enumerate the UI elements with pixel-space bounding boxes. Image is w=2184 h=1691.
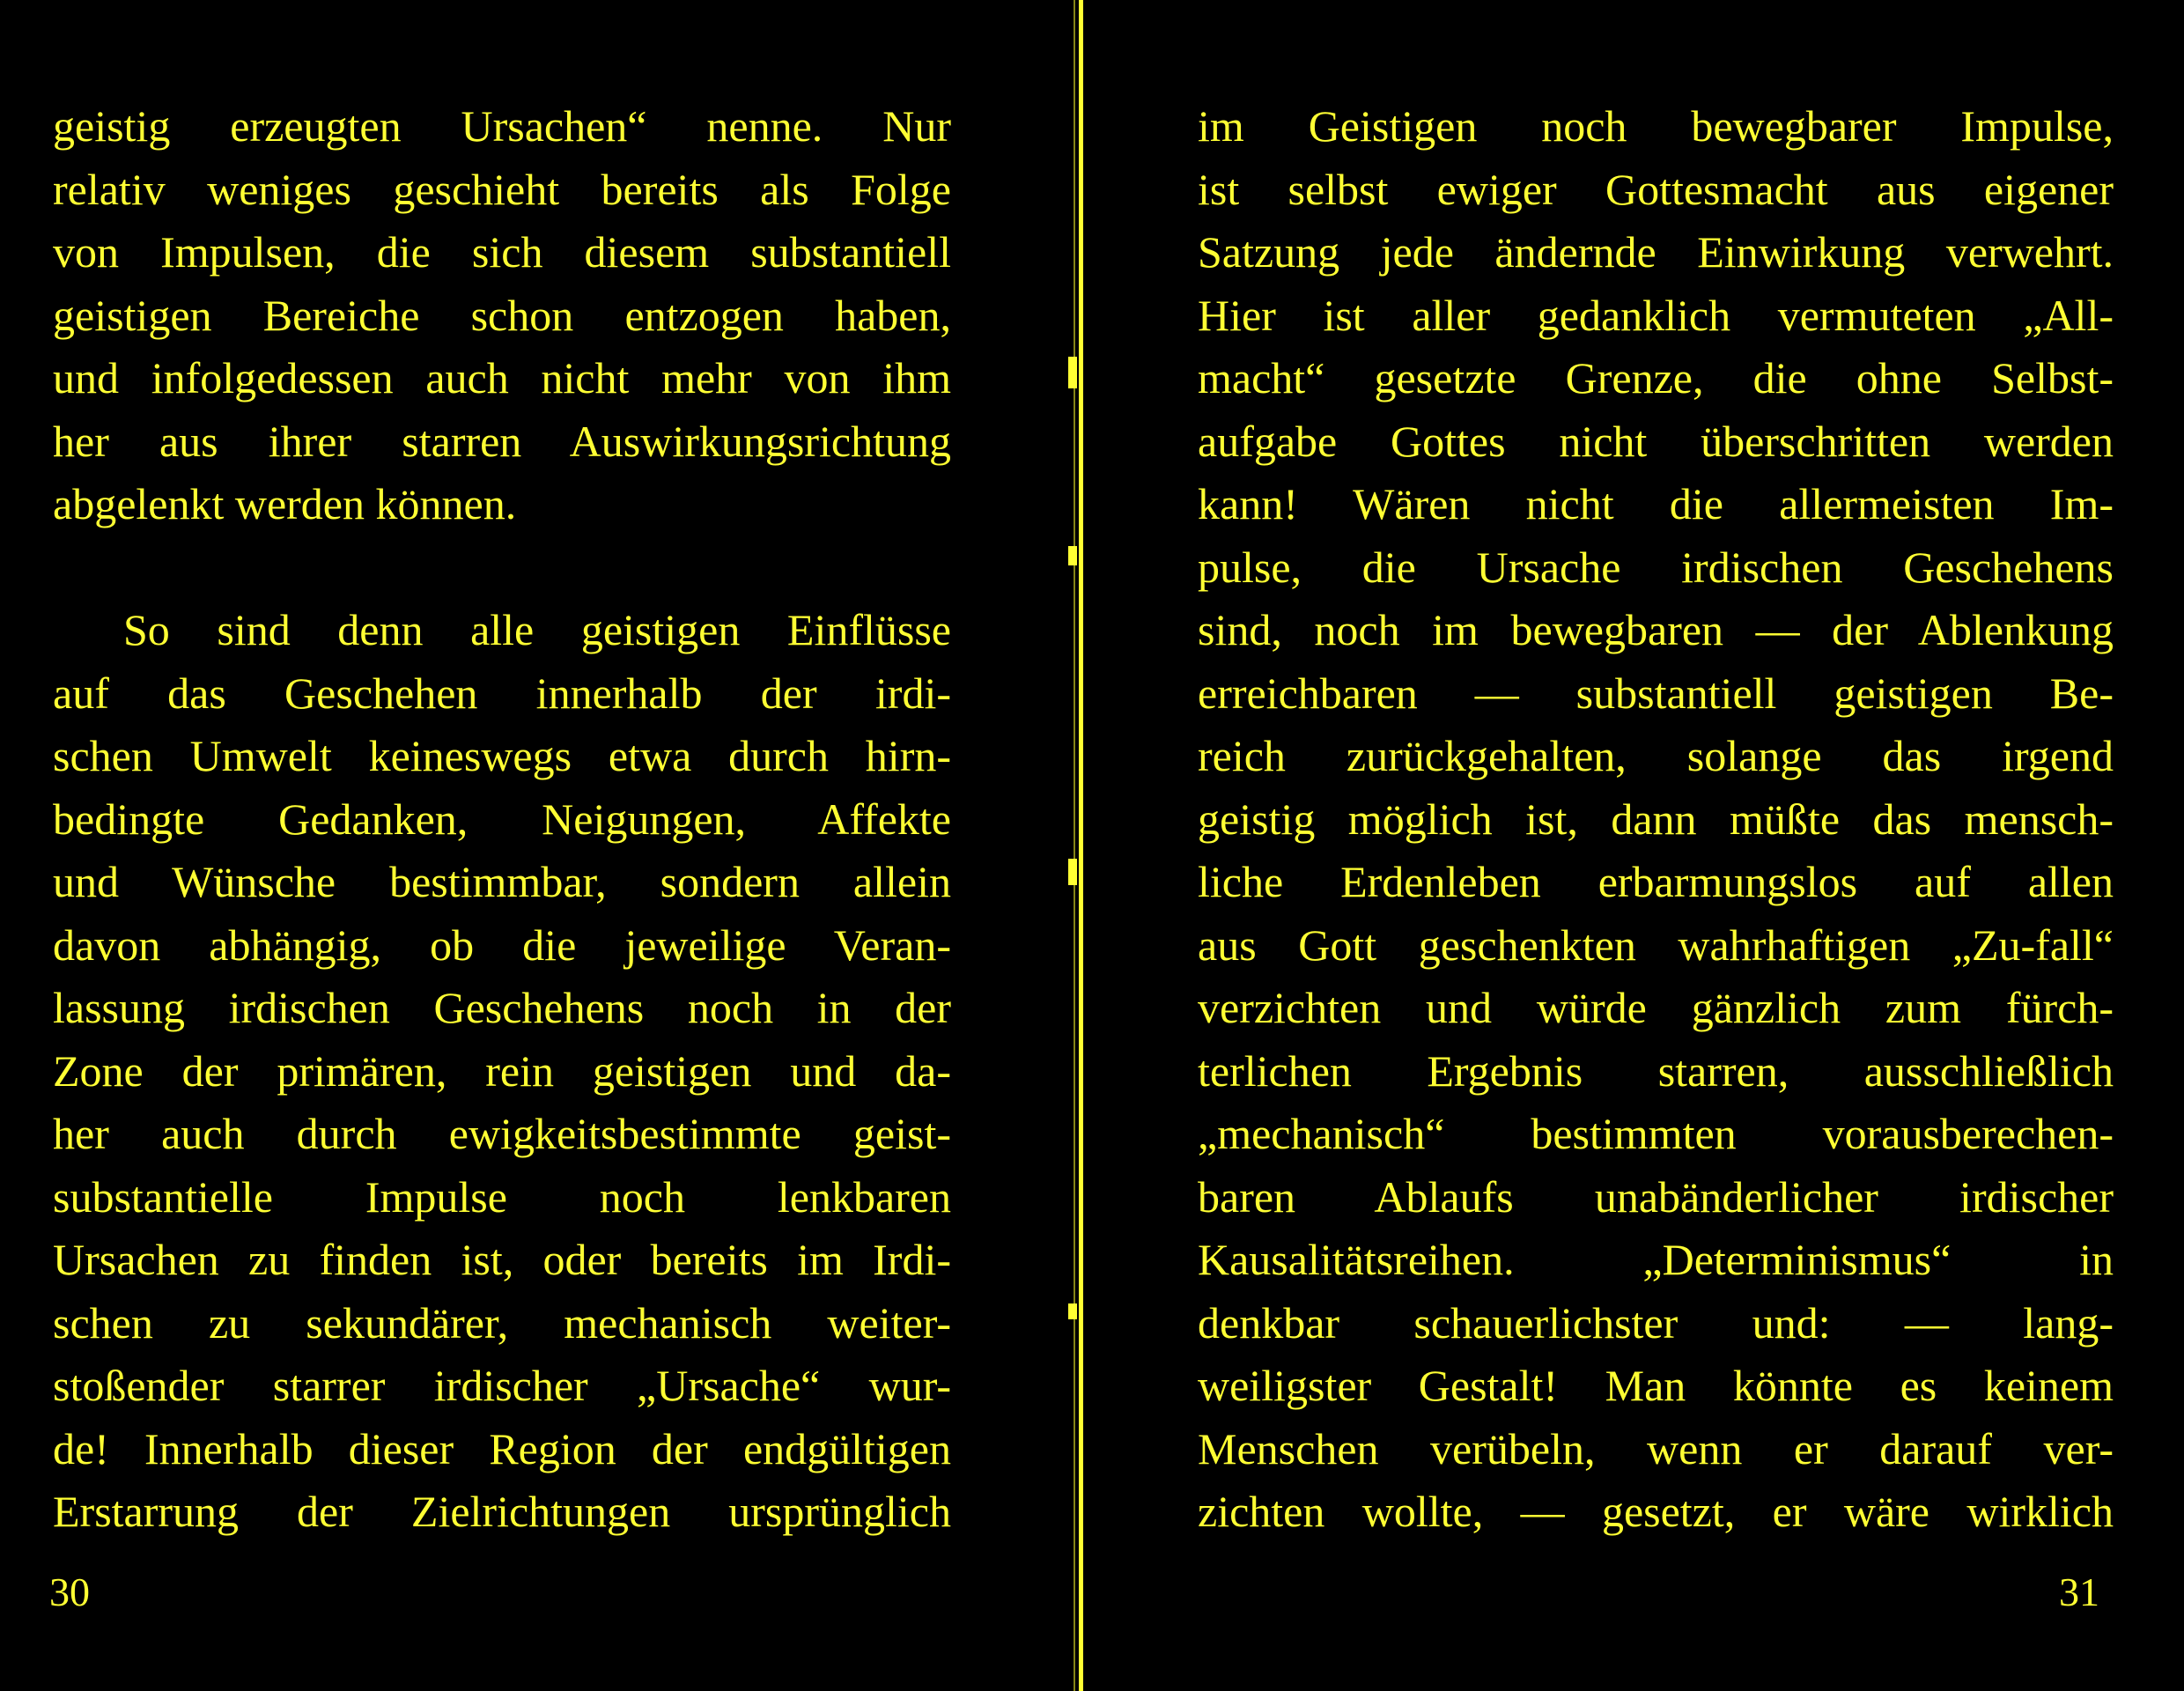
text-line: stoßender starrer irdischer „Ursache“ wur- [53,1361,951,1410]
text-line: und infolgedessen auch nicht mehr von ihm [53,353,951,402]
left-text-column [53,95,951,1544]
gutter-mark [1068,357,1077,388]
text-line: lassung irdischen Geschehens noch in der [53,983,951,1032]
text-line: macht“ gesetzte Grenze, die ohne Selbst- [1198,353,2114,402]
text-line: substantielle Impulse noch lenkbaren [53,1171,951,1222]
text-line: und Wünsche bestimmbar, sondern allein [53,857,951,906]
text-line: erreichbaren — substantiell geistigen Be- [1198,668,2114,718]
text-line: von Impulsen, die sich diesem substantiell [53,227,951,277]
text-line: verzichten und würde gänzlich zum fürch- [1198,983,2114,1032]
gutter-line [1079,0,1083,1691]
text-line: Satzung jede ändernde Einwirkung verwehrt. [1198,227,2114,277]
text-line: geistig möglich ist, dann müßte das mensch- [1198,794,2114,844]
left-page [0,0,1073,1691]
gutter-mark [1068,546,1077,565]
text-line: davon abhängig, ob die jeweilige Veran- [53,919,951,970]
page-number: 30 [49,1569,90,1614]
text-line: schen zu sekundärer, mechanisch weiter- [53,1297,951,1348]
text-line-content: So sind denn alle geistigen Einflüsse [123,605,951,654]
text-line: Ursachen zu finden ist, oder bereits im Irdi- [53,1235,951,1284]
paragraph-gap [53,536,951,600]
text-line: liche Erdenleben erbarmungslos auf allen [1198,857,2114,906]
text-line: Menschen verübeln, wenn er darauf ver- [1198,1423,2114,1473]
text-line: ist selbst ewiger Gottesmacht aus eigener [1198,164,2114,214]
text-line: terlichen Ergebnis starren, ausschließlich [1198,1045,2114,1096]
page-number: 31 [2059,1569,2099,1614]
text-line: reich zurückgehalten, solange das irgend [1198,731,2114,780]
text-line: de! Innerhalb dieser Region der endgültigen [53,1423,951,1473]
text-line: baren Ablaufs unabänderlicher irdischer [1198,1171,2114,1222]
text-line-indented [53,599,951,662]
gutter-shadow-line [1074,0,1075,1691]
text-line: schen Umwelt keineswegs etwa durch hirn- [53,731,951,780]
text-line: bedingte Gedanken, Neigungen, Affekte [53,794,951,844]
text-line: relativ weniges geschieht bereits als Folge [53,164,951,214]
text-line: geistig erzeugten Ursachen“ nenne. Nur [53,101,951,151]
book-gutter [1068,0,1091,1691]
text-line: denkbar schauerlichster und: — lang- [1198,1297,2114,1348]
text-line: im Geistigen noch bewegbarer Impulse, [1198,101,2114,151]
text-line: Zone der primären, rein geistigen und da- [53,1045,951,1096]
right-text-column [1198,95,2114,1544]
text-line: Erstarrung der Zielrichtungen ursprünglich [53,1487,951,1536]
text-line: Hier ist aller gedanklich vermuteten „All- [1198,290,2114,340]
text-line: Kausalitätsreihen. „Determinismus“ in [1198,1235,2114,1284]
text-line: zichten wollte, — gesetzt, er wäre wirklich [1198,1487,2114,1536]
text-line: weiligster Gestalt! Man könnte es keinem [1198,1361,2114,1410]
text-line: geistigen Bereiche schon entzogen haben, [53,290,951,340]
text-line: abgelenkt werden können. [53,479,517,528]
right-page [1092,0,2184,1691]
gutter-mark [1068,1303,1077,1319]
text-line: „mechanisch“ bestimmten vorausberechen- [1198,1109,2114,1158]
text-line: kann! Wären nicht die allermeisten Im- [1198,479,2114,528]
text-line: her auch durch ewigkeitsbestimmte geist- [53,1109,951,1158]
gutter-mark [1068,859,1077,885]
text-line: her aus ihrer starren Auswirkungsrichtung [53,416,951,466]
text-line: sind, noch im bewegbaren — der Ablenkung [1198,605,2114,654]
text-line: pulse, die Ursache irdischen Geschehens [1198,542,2114,592]
text-line: aufgabe Gottes nicht überschritten werden [1198,416,2114,466]
text-line: aus Gott geschenkten wahrhaftigen „Zu-fall“ [1198,919,2114,970]
text-line: auf das Geschehen innerhalb der irdi- [53,668,951,718]
